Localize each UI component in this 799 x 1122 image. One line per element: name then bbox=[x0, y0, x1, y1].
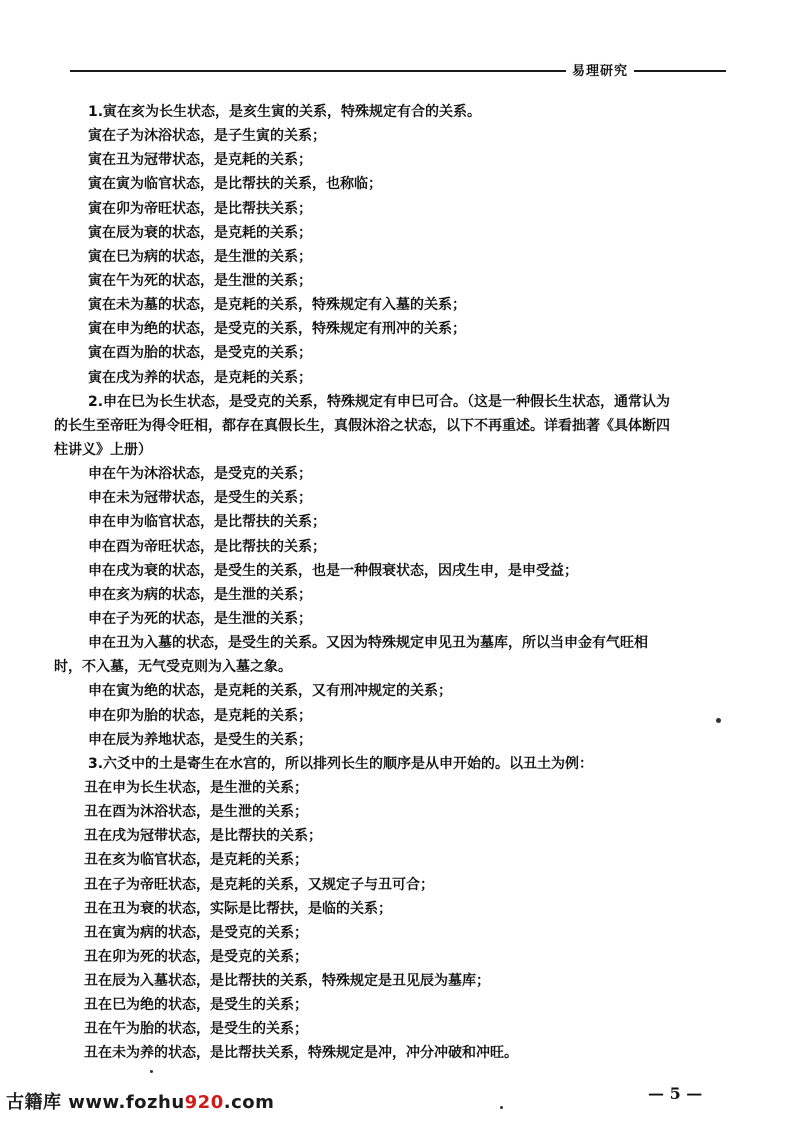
list-item: 申在未为冠带状态，是受生的关系； bbox=[88, 490, 312, 507]
list-item: 丑在亥为临官状态，是克耗的关系； bbox=[84, 852, 308, 869]
watermark-suffix: .com bbox=[223, 1092, 275, 1113]
list-item: 申在午为沐浴状态，是受克的关系； bbox=[88, 466, 312, 483]
list-item: 寅在子为沐浴状态，是子生寅的关系； bbox=[88, 128, 326, 145]
section-2-heading-cont: 的长生至帝旺为得令旺相，都存在真假长生，真假沐浴之状态，以下不再重述。详看拙著《具体断四 bbox=[54, 417, 670, 434]
list-item: 丑在午为胎的状态，是受生的关系； bbox=[84, 1021, 308, 1038]
list-item: 寅在丑为冠带状态，是克耗的关系； bbox=[88, 152, 312, 169]
list-item: 丑在丑为衰的状态，实际是比帮扶，是临的关系； bbox=[84, 900, 392, 917]
list-item: 申在寅为绝的状态，是克耗的关系，又有刑冲规定的关系； bbox=[88, 683, 452, 700]
scan-speck bbox=[716, 718, 721, 723]
list-item: 丑在寅为病的状态，是受克的关系； bbox=[84, 924, 308, 941]
scan-speck bbox=[500, 1106, 503, 1109]
list-item: 寅在巳为病的状态，是生泄的关系； bbox=[88, 248, 312, 265]
list-item-cont: 时，不入墓，无气受克则为入墓之象。 bbox=[54, 659, 292, 676]
list-item: 申在辰为养地状态，是受生的关系； bbox=[88, 731, 312, 748]
list-item: 寅在辰为衰的状态，是克耗的关系； bbox=[88, 224, 312, 241]
list-item: 申在子为死的状态，是生泄的关系； bbox=[88, 610, 312, 627]
section-2-heading: 2.申在巳为长生状态，是受克的关系，特殊规定有申巳可合。（这是一种假长生状态，通常认为 bbox=[88, 393, 671, 410]
list-item: 丑在未为养的状态，是比帮扶关系，特殊规定是冲，冲分冲破和冲旺。 bbox=[84, 1045, 518, 1062]
page-number: — 5 — bbox=[648, 1084, 703, 1103]
list-item: 丑在申为长生状态，是生泄的关系； bbox=[84, 779, 308, 796]
list-item: 申在酉为帝旺状态，是比帮扶的关系； bbox=[88, 538, 326, 555]
list-item: 申在亥为病的状态，是生泄的关系； bbox=[88, 586, 312, 603]
list-item: 寅在午为死的状态，是生泄的关系； bbox=[88, 272, 312, 289]
section-3-heading: 3.六爻中的土是寄生在水宫的，所以排列长生的顺序是从申开始的。以丑土为例： bbox=[88, 755, 594, 772]
section-1-heading: 1.寅在亥为长生状态，是亥生寅的关系，特殊规定有合的关系。 bbox=[88, 104, 482, 120]
watermark-prefix: 古籍库 www.fozhu bbox=[6, 1092, 185, 1113]
list-item: 寅在戌为养的状态，是克耗的关系； bbox=[88, 369, 312, 386]
list-item: 丑在酉为沐浴状态，是生泄的关系； bbox=[84, 804, 308, 821]
list-item: 申在申为临官状态，是比帮扶的关系； bbox=[88, 514, 326, 531]
list-item: 丑在卯为死的状态，是受克的关系； bbox=[84, 948, 308, 965]
list-item: 丑在戌为冠带状态，是比帮扶的关系； bbox=[84, 828, 322, 845]
list-item: 丑在子为帝旺状态，是克耗的关系，又规定子与丑可合； bbox=[84, 876, 434, 893]
list-item: 寅在未为墓的状态，是克耗的关系，特殊规定有入墓的关系； bbox=[88, 297, 466, 314]
running-header: 易理研究 bbox=[566, 60, 634, 79]
list-item: 寅在酉为胎的状态，是受克的关系； bbox=[88, 345, 312, 362]
list-item: 申在丑为入墓的状态，是受生的关系。又因为特殊规定申见丑为墓库，所以当申金有气旺相 bbox=[88, 635, 648, 652]
watermark-number: 920 bbox=[184, 1092, 224, 1113]
list-item: 丑在巳为绝的状态，是受生的关系； bbox=[84, 997, 308, 1014]
list-item: 寅在寅为临官状态，是比帮扶的关系，也称临； bbox=[88, 176, 382, 193]
section-2-heading-cont: 柱讲义》上册） bbox=[54, 441, 152, 458]
list-item: 寅在卯为帝旺状态，是比帮扶关系； bbox=[88, 200, 312, 217]
list-item: 丑在辰为入墓状态，是比帮扶的关系，特殊规定是丑见辰为墓库； bbox=[84, 973, 490, 990]
page-body bbox=[54, 100, 744, 1066]
list-item: 寅在申为绝的状态，是受克的关系，特殊规定有刑冲的关系； bbox=[88, 321, 466, 338]
list-item: 申在戌为衰的状态，是受生的关系，也是一种假衰状态，因戌生申，是申受益； bbox=[88, 562, 578, 579]
site-watermark bbox=[6, 1088, 274, 1114]
list-item: 申在卯为胎的状态，是克耗的关系； bbox=[88, 707, 312, 724]
scan-speck bbox=[150, 1070, 153, 1073]
